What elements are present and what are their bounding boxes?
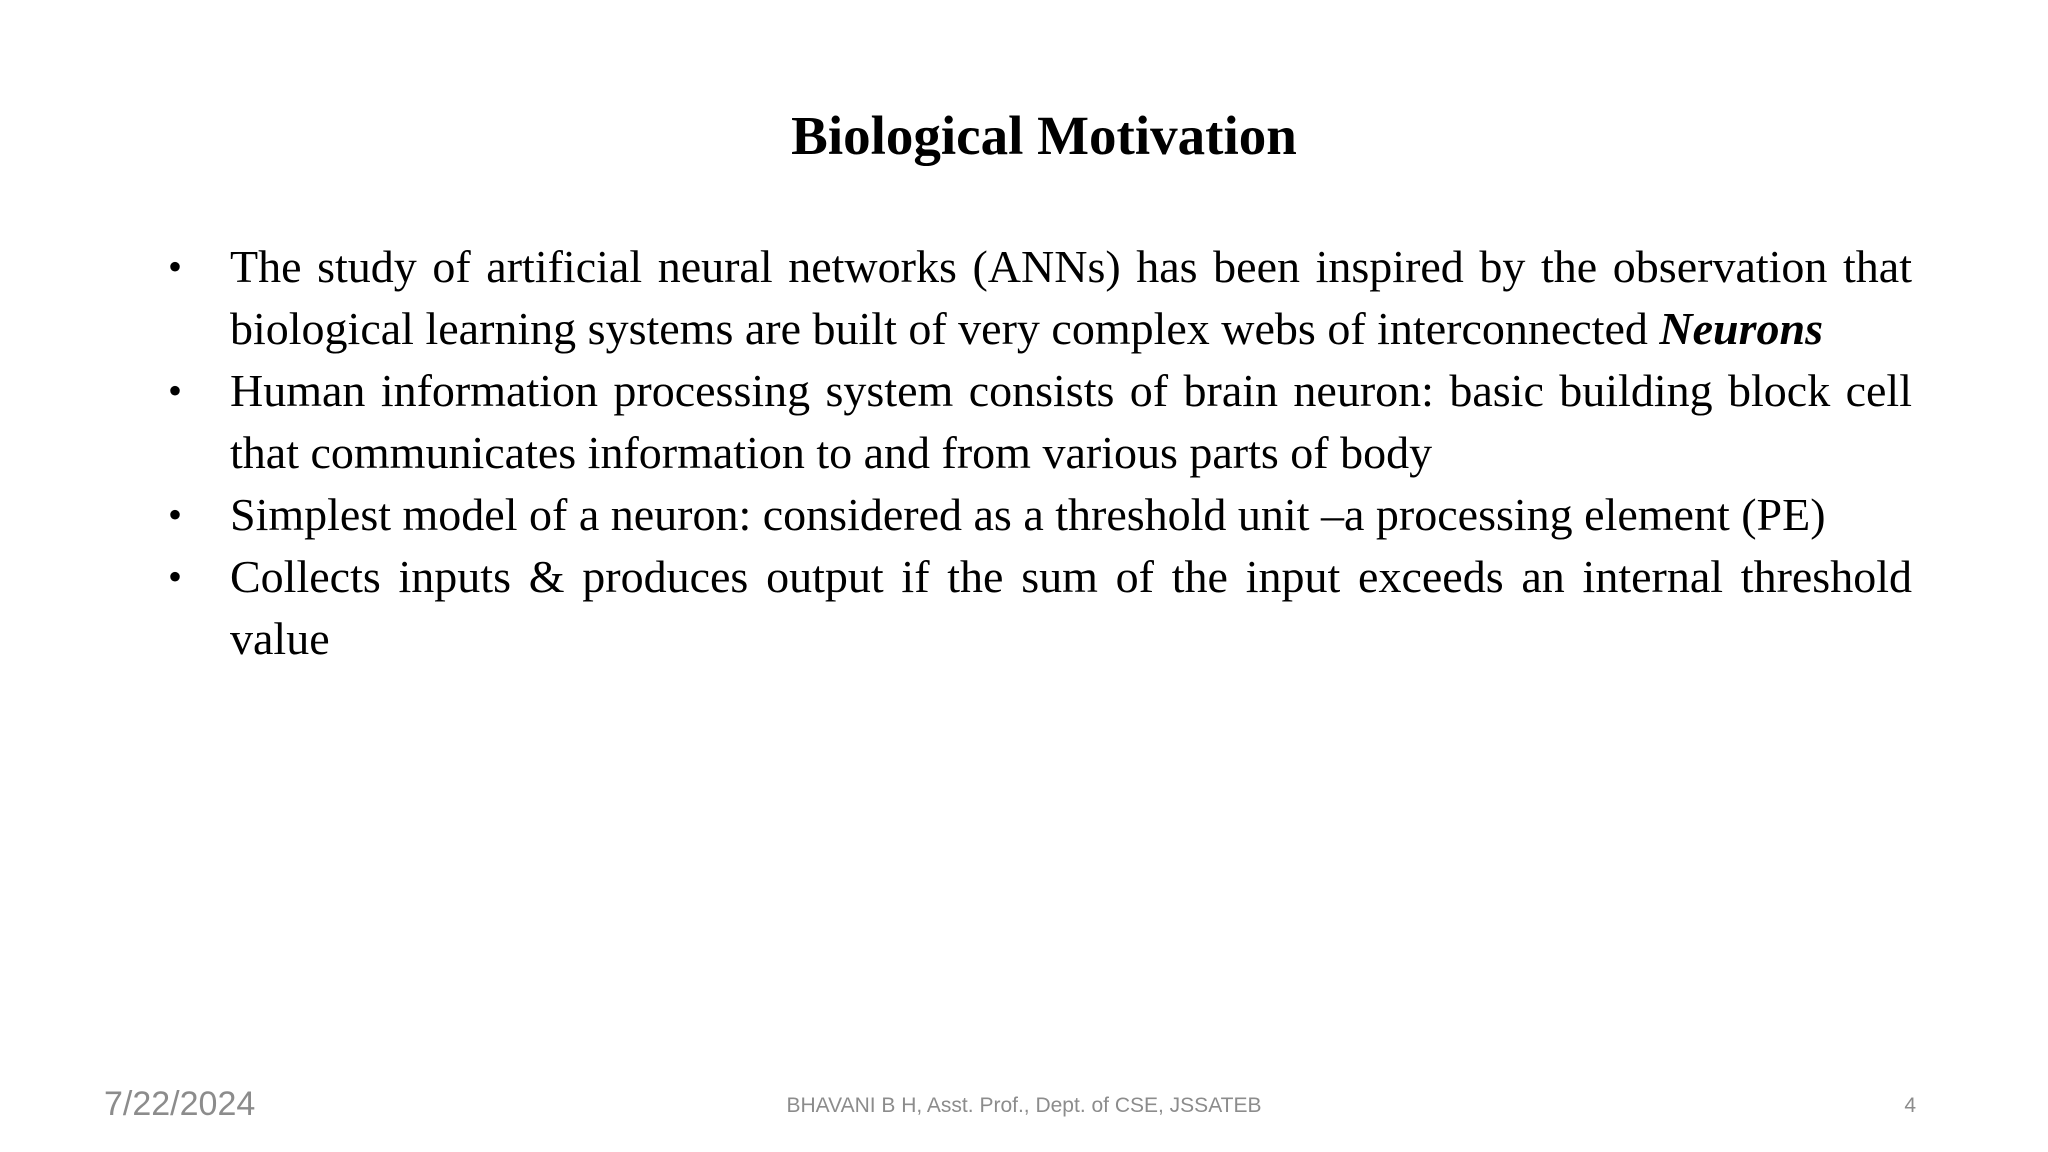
bullet-point-icon: • bbox=[168, 492, 183, 537]
bullet-point-icon: • bbox=[168, 244, 183, 289]
slide-content bbox=[168, 236, 1912, 670]
bullet-point-icon: • bbox=[168, 368, 183, 413]
bullet-text: Simplest model of a neuron: considered as a threshold unit –a processing element (PE) bbox=[230, 489, 1826, 540]
bullet-item bbox=[168, 360, 1912, 484]
bullet-text: Collects inputs & produces output if the sum of the input exceeds an internal threshold value bbox=[230, 551, 1912, 664]
bullet-text: Human information processing system consists of brain neuron: basic building block cell that communicates information to and from various parts of body bbox=[230, 365, 1912, 478]
footer-page-number: 4 bbox=[1904, 1094, 1916, 1117]
bullet-point-icon: • bbox=[168, 554, 183, 599]
bullet-item bbox=[168, 484, 1912, 546]
bullet-emphasis: Neurons bbox=[1659, 303, 1824, 354]
bullet-text: The study of artificial neural networks (ANNs) has been inspired by the observation that biological learning systems are built of very complex webs of interconnected bbox=[230, 241, 1912, 354]
slide-title: Biological Motivation bbox=[791, 105, 1297, 166]
bullet-item bbox=[168, 236, 1912, 360]
bullet-list bbox=[168, 236, 1912, 670]
bullet-item bbox=[168, 546, 1912, 670]
footer-date: 7/22/2024 bbox=[104, 1085, 256, 1123]
footer-author: BHAVANI B H, Asst. Prof., Dept. of CSE, JSSATEB bbox=[786, 1094, 1262, 1117]
